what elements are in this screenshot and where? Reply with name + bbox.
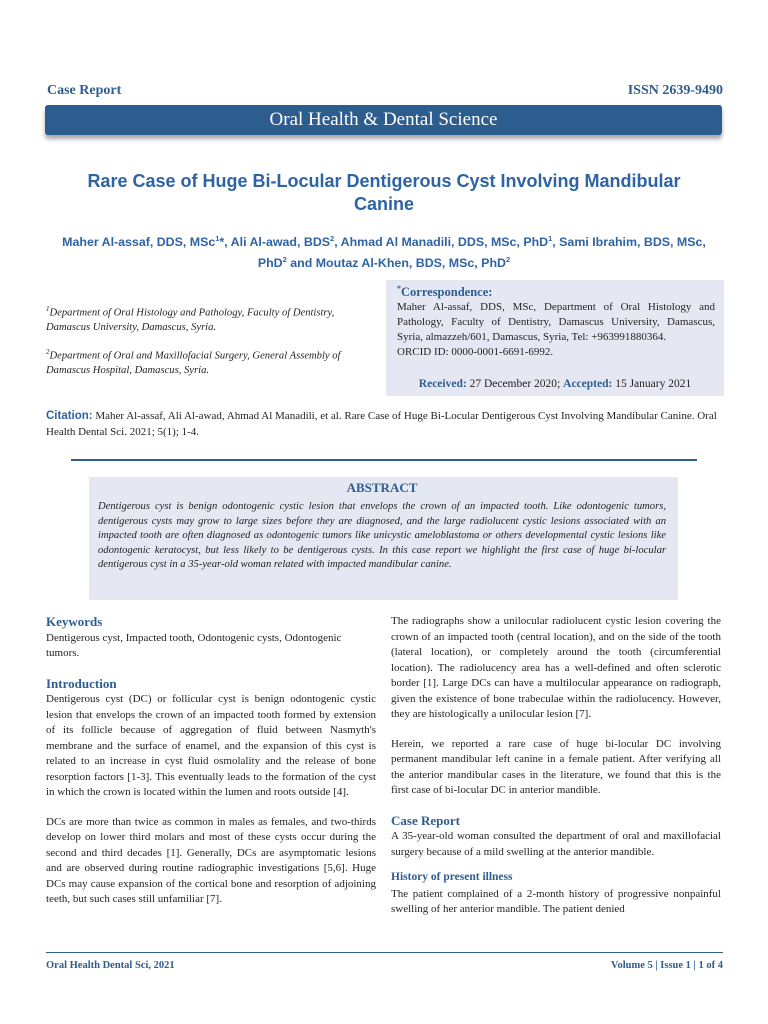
- introduction-heading: Introduction: [46, 675, 117, 691]
- author: Ahmad Al Manadili, DDS, MSc, PhD$^1$,: [340, 234, 560, 250]
- footer-journal: Oral Health Dental Sci, 2021: [46, 960, 175, 971]
- body-paragraph: The radiographs show a unilocular radiolucent cystic lesion covering the crown of an impacted tooth (central location), and on the side of the tooth (lateral location), or completely around the tooth (circumferential location). The radiolucency area has a well-defined and often sclerotic border [1]. Large DCs can have a multilocular appearance on radiograph, given the existence of bone trabeculae within the radiolucency. However, they are histologically a unilocular lesion [7].: [391, 615, 721, 720]
- issn: ISSN 2639-9490: [627, 83, 723, 98]
- abstract-box: [89, 477, 678, 600]
- case-report-paragraph: A 35-year-old woman consulted the department of oral and maxillofacial surgery because of a mild swelling at the anterior mandible.: [391, 830, 721, 858]
- author: Sami Ibrahim, BDS, MSc, PhD$^2$ and: [257, 235, 706, 271]
- article-type: Case Report: [47, 83, 122, 98]
- top-meta: [47, 83, 723, 101]
- journal-name: Oral Health & Dental Science: [269, 109, 498, 130]
- author: Moutaz Al-Khen, BDS, MSc, PhD$^2$: [315, 255, 511, 271]
- article-title: Rare Case of Huge Bi-Locular Dentigerous Cyst Involving Mandibular Canine: [87, 171, 681, 214]
- section-divider: [71, 459, 697, 461]
- author: Maher Al-assaf, DDS, MSc$^1$*,: [62, 234, 231, 250]
- correspondence-heading: *Correspondence:: [397, 284, 493, 300]
- case-report-heading: Case Report: [391, 812, 460, 828]
- right-column: [391, 614, 721, 918]
- correspondence-box: [386, 280, 724, 396]
- history-heading: History of present illness: [391, 871, 513, 883]
- received-date: 27 December 2020: [466, 378, 558, 390]
- left-column: [46, 614, 376, 908]
- citation: Citation: Maher Al-assaf, Ali Al-awad, Ahmad Al Manadili, et al. Rare Case of Huge Bi-Locular Dentigerous Cyst Involving Mandibular Canine. Oral Health Dental Sci. 2021; 5(1); 1-4.: [46, 410, 717, 438]
- body-paragraph: Herein, we reported a rare case of huge bi-locular DC involving permanent mandibular left canine in a female patient. After verifying all the anterior mandibular cases in the literature, we found that this is the first case of bi-locular DC in anterior mandible.: [391, 737, 721, 796]
- introduction-paragraph: DCs are more than twice as common in males as females, and two-thirds develop on lower third molars and most of these cysts occur during the second and third decades [1]. Generally, DCs are asymptomatic lesions and are observed during routine radiographic investigations [5,6]. Huge DCs may cause expansion of the cortical bone and resorption of adjoining teeth, but such cases still unfamiliar [7].: [46, 815, 376, 905]
- footer-page-info: Volume 5 | Issue 1 | 1 of 4: [610, 960, 723, 971]
- accepted-date: 15 January 2021: [612, 378, 692, 390]
- keywords-heading: Keywords: [46, 614, 103, 629]
- author-list: [46, 230, 722, 272]
- affiliation-1: $^1$Department of Oral Histology and Pathology, Faculty of Dentistry, Damascus University, Damascus, Syria.: [46, 305, 335, 333]
- author: Ali Al-awad, BDS$^2$,: [230, 234, 341, 250]
- introduction-paragraph: Dentigerous cyst (DC) or follicular cyst is benign odontogenic cystic lesion that envelops the crown of an impacted tooth formed by extension of its follicle because of aggregation of fluid between Nasmyth's membrane and the surface of enamel, and the expansion of this cyst is related to an increase in cyst fluid osmolality and the release of bone resorption factors [1-3]. This eventually leads to the formation of the cyst in which the crown is located within the lumen and roots outside [4].: [46, 693, 376, 798]
- article-dates: Received: 27 December 2020; Accepted: 15 January 2021: [418, 378, 692, 390]
- orcid: ORCID ID: 0000-0001-6691-6992.: [397, 346, 554, 359]
- abstract-text: Dentigerous cyst is benign odontogenic cystic lesion that envelops the crown of an impacted tooth. Like odontogenic tumors, dentigerous cysts may grow to large sizes before they are diagnosed, and the large radiolucent cystic lesions associated with an impacted tooth are often diagnosed as odontogenic tumors like unicystic ameloblastoma or others developmental cystic lesions like odontogenic keratocyst, but less likely to be dentigerous cysts. In this case report we highlight the first case of huge bi-locular dentigerous cyst in a 35-year-old woman related with impacted mandibular canine.: [98, 501, 666, 570]
- abstract-heading: ABSTRACT: [346, 480, 418, 495]
- footer-divider: [46, 952, 723, 953]
- journal-banner: [45, 105, 722, 135]
- keywords-text: Dentigerous cyst, Impacted tooth, Odontogenic cysts, Odontogenic tumors.: [46, 631, 342, 659]
- affiliation-2: $^2$Department of Oral and Maxillofacial Surgery, General Assembly of Damascus Hospital, Damascus, Syria.: [46, 348, 341, 376]
- correspondence-text: Maher Al-assaf, DDS, MSc, Department of Oral Histology and Pathology, Faculty of Dentistry, Damascus University, Damascus, Syria, almazzeh/601, Damascus, Syria, Tel: +963991880364. ORCID ID: 0000-0001-6691-6992.: [397, 301, 715, 359]
- history-paragraph: The patient complained of a 2-month history of progressive nonpainful swelling of her anterior mandible. The patient denied: [391, 887, 721, 915]
